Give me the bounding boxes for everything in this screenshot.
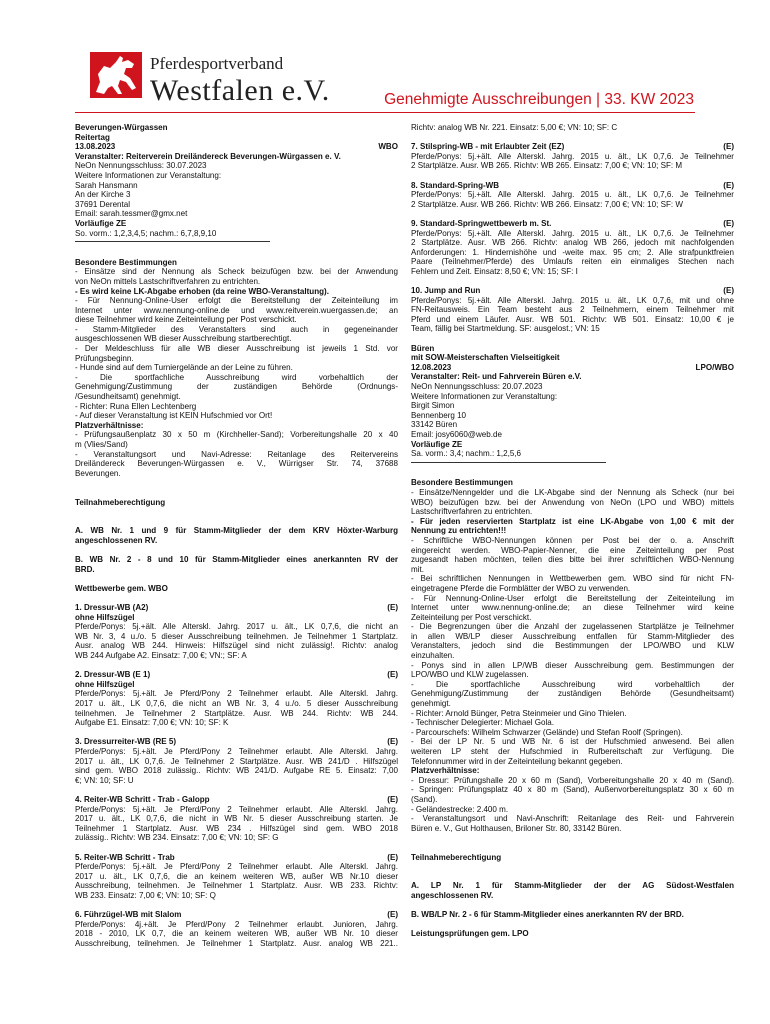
spacer	[411, 862, 734, 872]
heading-code: WBO	[378, 142, 398, 152]
text-line: Internet unter www.nennung-online.de; an diese Teilnehmer wird keine	[411, 603, 734, 613]
spacer	[75, 478, 398, 488]
text-line: Ausr. analog WB 244. Hinweis: Hilfszügel sind nicht zulässig!. Richtv: analog	[75, 641, 398, 651]
text-line: 2017 u. ält., LK 0,7,6, die an keinem weiteren WB, außer WB Nr.10 dieser	[75, 871, 398, 881]
heading-line	[75, 853, 398, 863]
bold-text-line: Platzverhältnisse:	[75, 420, 144, 430]
text-line: Ausschreibung, teilnehmen. Je Teilnehmer 1 Startplatz. Ausr. analog WB 221..	[75, 938, 398, 948]
text-line: - Veranstaltungsort und Navi-Anschrift: Reitanlage des Reit- und Fahrverein	[411, 814, 734, 824]
text-line: Lastschriftverfahren zu entrichten.	[411, 507, 533, 517]
heading-line	[75, 142, 398, 152]
spacer	[75, 728, 398, 738]
text-line: 2 Startplätze. Ausr. WB 266. Richtv: analog WB 266, jedoch mit nachfolgenden	[411, 238, 734, 248]
spacer	[411, 901, 734, 911]
text-line: - Bei der LP Nr. 5 und WB Nr. 6 ist der Hufschmied anwesend. Bei allen	[411, 737, 734, 747]
text-line: Fehlern und Zeit. Einsatz: 8,50 €; VN: 15; SF: I	[411, 266, 578, 276]
bold-text-line: Teilnahmeberechtigung	[75, 497, 166, 507]
heading-text: 7. Stilspring-WB - mit Erlaubter Zeit (EZ)	[411, 142, 565, 152]
text-line: Aufgabe E1. Einsatz: 7,00 €; VN: 10; SF: K	[75, 718, 229, 728]
text-line: in allen WB/LP dieser Ausschreibung entfallen für Stamm-Mitglieder des	[411, 631, 734, 641]
logo-line1: Pferdesportverband	[150, 54, 284, 73]
text-line: An der Kirche 3	[75, 190, 131, 200]
bold-text-line: Beverungen-Würgassen	[75, 123, 168, 132]
text-line: Dreiländereck Beverungen-Würgassen e. V., Würrigser Str. 74, 37688	[75, 459, 398, 469]
text-line: diese Teilnehmer wird keine Zeiteinteilung per Post verschickt.	[75, 315, 297, 325]
heading-text: 3. Dressurreiter-WB (RE 5)	[75, 737, 177, 747]
spacer	[411, 171, 734, 181]
text-line: Anforderungen: 1. Hindernishöhe und -weite max. 95 cm; 2. Alle strafpunktfreien	[411, 247, 734, 257]
text-line: m (Vlies/Sand)	[75, 440, 128, 449]
heading-line	[75, 795, 398, 805]
text-line: - Technischer Delegierter: Michael Gola.	[411, 718, 554, 728]
text-line: - Für Nennung-Online-User erfolgt die Bereitstellung der Zeiteinteilung im	[411, 593, 734, 603]
text-line: Paare (Teilnehmer/Pferde) des Umlaufs reiten ein einmaliges Stechen nach	[411, 257, 734, 267]
heading-line	[75, 603, 398, 613]
bold-text-line: mit SOW-Meisterschaften Vielseitigkeit	[411, 353, 560, 363]
bold-text-line: Besondere Bestimmungen	[75, 257, 177, 267]
text-line: Sa. vorm.: 3,4; nachm.: 1,2,5,6	[411, 449, 522, 459]
text-line: - Dressur: Prüfungshalle 20 x 60 m (Sand), Vorbereitungshalle 20 x 40 m (Sand).	[411, 775, 734, 785]
bold-text-line: Leistungsprüfungen gem. LPO	[411, 929, 529, 939]
text-line: - Die sportfachliche Ausschreibung wird vorbehaltlich der	[75, 372, 398, 382]
spacer	[411, 469, 734, 479]
text-line: 2 Startplätze. Ausr. WB 266. Richtv: WB 266. Einsatz: 7,00 €; VN: 10; SF: W	[411, 199, 683, 209]
text-line: WB 244 Aufgabe A2. Einsatz: 7,00 €; VN:; SF: A	[75, 651, 247, 661]
bold-text-line: - Es wird keine LK-Abgabe erhoben (da reine WBO-Veranstaltung).	[75, 286, 329, 296]
heading-code: LPO/WBO	[695, 362, 734, 372]
text-line: Beverungen.	[75, 468, 121, 478]
spacer	[75, 517, 398, 527]
text-line: - Richter: Arnold Bünger, Petra Steinmeier und Gino Thielen.	[411, 708, 627, 718]
bold-text-line: Veranstalter: Reit- und Fahrverein Büren e.V.	[411, 372, 582, 382]
text-line: einzuhalten.	[411, 651, 455, 661]
heading-code: (E)	[723, 180, 734, 190]
text-line: WB 233. Einsatz: 7,00 €; VN: 10; SF: Q	[75, 890, 216, 900]
heading-line	[411, 142, 734, 152]
text-line: eingereicht werden. WBO-Papier-Nenner, die eine Zeiteinteilung per Post	[411, 545, 734, 555]
text-line: /Gesundheitsamt) genehmigt.	[75, 392, 181, 402]
right-column	[411, 123, 734, 939]
text-line: Veranstalters, jedoch sind die Bestimmungen der LPO/WBO und KLW	[411, 641, 734, 651]
heading-text: 10. Jump and Run	[411, 286, 481, 296]
text-line: ausgeschlossenen WB dieser Ausschreibung startberechtigt.	[75, 334, 292, 344]
spacer	[75, 507, 398, 517]
spacer	[411, 209, 734, 219]
text-line: - Parcourschefs: Wilhelm Schwarzer (Gelände) und Stefan Roolf (Springen).	[411, 727, 683, 737]
bold-text-line: B. WB/LP Nr. 2 - 6 für Stamm-Mitglieder eines anerkannten RV der BRD.	[411, 910, 684, 920]
text-line: - Richter: Runa Ellen Lechtenberg	[75, 401, 197, 411]
text-line: 2018 - 2010, LK 0,7, die an keinem weiteren WB, außer WB Nr. 10 dieser	[75, 929, 398, 939]
text-line: €; VN: 10; SF: U	[75, 775, 134, 785]
text-line: - Schriftliche WBO-Nennungen können per Post bei der o. a. Anschrift	[411, 535, 734, 545]
heading-line	[75, 670, 398, 680]
text-line: - Bei schriftlichen Nennungen in Wettbewerben gem. WBO sind für nicht FN-	[411, 574, 734, 584]
heading-line	[411, 219, 734, 229]
text-line: Pferde/Ponys: 5j.+ält. Je Pferd/Pony 2 Teilnehmer erlaubt. Alle Alterskl. Jahrg.	[75, 804, 398, 814]
heading-line	[75, 737, 398, 747]
text-line: Bennenberg 10	[411, 410, 467, 420]
spacer	[411, 277, 734, 287]
bold-text-line: - Für jeden reservierten Startplatz ist eine LK-Abgabe von 1,00 € mit der	[411, 516, 734, 526]
heading-code: (E)	[723, 218, 734, 228]
text-line: - Die sportfachliche Ausschreibung wird vorbehaltlich der	[411, 679, 734, 689]
text-line: 37691 Derental	[75, 199, 131, 209]
spacer	[75, 574, 398, 584]
spacer	[75, 248, 398, 258]
heading-text: 6. Führzügel-WB mit Slalom	[75, 910, 182, 920]
text-line: Pferde/Ponys: 5j.+ält. Je Pferd/Pony 2 Teilnehmer erlaubt. Alle Alterskl. Jahrg.	[75, 689, 398, 699]
heading-line	[411, 363, 734, 373]
bold-text-line: A. WB Nr. 1 und 9 für Stamm-Mitglieder der dem KRV Höxter-Warburg	[75, 526, 398, 536]
spacer	[75, 901, 398, 911]
bold-text-line: angeschlossenen RV.	[411, 890, 494, 900]
bold-text-line: Reitertag	[75, 132, 110, 142]
text-line: WB Nr. 3, 4 u./o. 5 dieser Ausschreibung teilnehmen. Je Teilnehmer 1 Startplatz.	[75, 631, 398, 641]
text-line: Team, fällig bei Startmeldung. SF: ausgelost.; VN: 15	[411, 324, 600, 334]
bold-text-line: Vorläufige ZE	[75, 218, 127, 228]
text-line: Pferde/Ponys: 5j.+ält. Alle Alterskl. Jahrg. 2015 u. ält., LK 0,7,6. Je Teilnehmer	[411, 228, 734, 238]
section-divider	[75, 241, 270, 242]
spacer	[75, 843, 398, 853]
spacer	[75, 488, 398, 498]
heading-text: 8. Standard-Spring-WB	[411, 180, 500, 190]
logo	[90, 52, 330, 112]
bold-text-line: angeschlossenen RV.	[75, 535, 158, 545]
text-line: - Der Meldeschluss für alle WB dieser Ausschreibung ist jeweils 1 Std. vor	[75, 344, 398, 354]
text-line: - Prüfungsaußenplatz 30 x 50 m (Kirchheller-Sand); Vorbereitungshalle 20 x 40	[75, 430, 398, 440]
text-line: Richtv: analog WB Nr. 221. Einsatz: 5,00 €; VN: 10; SF: C	[411, 123, 618, 132]
spacer	[411, 872, 734, 882]
spacer	[75, 661, 398, 671]
left-column	[75, 123, 398, 948]
text-line: Weitere Informationen zur Veranstaltung:	[411, 391, 558, 401]
text-line: sind gem. WBO 2018 zulässig.. Richtv: WB 241/D. Aufgabe RE 5. Einsatz: 7,00	[75, 766, 398, 776]
text-line: (Sand).	[411, 794, 438, 804]
heading-text: 9. Standard-Springwettbewerb m. St.	[411, 218, 552, 228]
text-line: 33142 Büren	[411, 420, 458, 430]
heading-code: (E)	[387, 794, 398, 804]
page-title: Genehmigte Ausschreibungen | 33. KW 2023	[384, 91, 694, 108]
text-line: von NeOn mittels Lastschriftverfahren zu entrichten.	[75, 276, 261, 286]
text-line: - Einsätze/Nenngelder und die LK-Abgabe sind der Nennung als Scheck (nur bei	[411, 487, 734, 497]
heading-text: 12.08.2023	[411, 362, 452, 372]
text-line: FN-Reitausweis. Ein Team besteht aus 2 Teilnehmern, einem Teilnehmer mit	[411, 305, 734, 315]
text-line: - Hunde sind auf dem Turniergelände an der Leine zu führen.	[75, 363, 293, 373]
text-line: - Für Nennung-Online-User erfolgt die Bereitstellung der Zeiteinteilung im	[75, 296, 398, 306]
text-line: LPO/WBO und KLW zugelassen.	[411, 670, 529, 680]
heading-code: (E)	[723, 286, 734, 296]
text-line: Pferde/Ponys: 5j.+ält. Je Pferd/Pony 2 Teilnehmer erlaubt. Alle Alterskl. Jahrg.	[75, 862, 398, 872]
bold-text-line: Nennung zu entrichten!!!	[411, 526, 507, 536]
text-line: 2 Startplätze. Ausr. WB 265. Richtv: WB 265. Einsatz: 7,00 €; VN: 10; SF: M	[411, 161, 683, 171]
text-line: Pferde/Ponys: 5j.+ält. Alle Alterskl. Jahrg. 2015 u. ält., LK 0,7,6. Je Teilnehmer	[411, 151, 734, 161]
text-line: Sarah Hansmann	[75, 180, 138, 190]
heading-code: (E)	[723, 142, 734, 152]
spacer	[411, 833, 734, 843]
bold-text-line: Vorläufige ZE	[411, 439, 463, 449]
text-line: zulässig.. Richtv: WB 234. Einsatz: 7,00 €; VN: 10; SF: G	[75, 833, 279, 843]
bold-text-line: BRD.	[75, 564, 95, 574]
bold-text-line: B. WB Nr. 2 - 8 und 10 für Stamm-Mitglieder eines anerkannten RV der	[75, 555, 398, 565]
text-line: - Ponys sind in allen LP/WB dieser Ausschreibung gem. Bestimmungen der	[411, 660, 734, 670]
text-line: weiteren LP steht der Hufschmied in Rufbereitschaft zur Verfügung. Die	[411, 747, 734, 756]
bold-text-line: Teilnahmeberechtigung	[411, 852, 502, 862]
text-line: 2017 u. ält., LK 0,7,6, die nicht an WB Nr. 3, 4 u./o. 5 dieser Ausschreibung	[75, 699, 398, 709]
text-line: Pferd und einem Läufer. Ausr. WB 501. Richtv: WB 501. Einsatz: 10,00 € je	[411, 314, 734, 324]
text-line: Pferde/Ponys: 4j.+ält. Je Pferd/Pony 2 Teilnehmer erlaubt. Junioren, Jahrg.	[75, 919, 398, 929]
text-line: Weitere Informationen zur Veranstaltung:	[75, 170, 222, 180]
bold-text-line: ohne Hilfszügel	[75, 679, 135, 689]
text-line: - Geländestrecke: 2.400 m.	[411, 804, 509, 814]
heading-line	[411, 181, 734, 191]
text-line: NeOn Nennungsschluss: 30.07.2023	[75, 161, 207, 171]
heading-line	[411, 286, 734, 296]
heading-text: 5. Reiter-WB Schritt - Trab	[75, 852, 175, 862]
text-line: - Einsätze sind der Nennung als Scheck beizufügen bzw. bei der Anwendung	[75, 267, 398, 277]
text-line: Pferde/Ponys: 5j.+ält. Alle Alterskl. Jahrg. 2015 u. ält., LK 0,7,6. Je Teilnehmer	[411, 190, 734, 200]
spacer	[75, 785, 398, 795]
heading-code: (E)	[387, 910, 398, 920]
text-line: - Stamm-Mitglieder des Veranstalters sind auch in gegeneinander	[75, 324, 398, 334]
text-line: Internet unter www.nennung-online.de und www.reitverein.wuergassen.de; an	[75, 305, 398, 315]
text-line: NeOn Nennungsschluss: 20.07.2023	[411, 382, 543, 392]
text-line: zugesandt haben möchten, teilen dies bitte bei ihrer schriftlichen WBO-Nennung	[411, 555, 734, 565]
text-line: Pferde/Ponys: 5j.+ält. Alle Alterskl. Jahrg. 2015 u. ält., LK 0,7,6, mit und ohne	[411, 295, 734, 305]
bold-text-line: Büren	[411, 343, 435, 353]
spacer	[75, 546, 398, 556]
text-line: Genehmigung/Zustimmung der zuständigen Behörde (Ordnungs-	[75, 382, 398, 392]
bold-text-line: Platzverhältnisse:	[411, 766, 480, 776]
bold-text-line: Besondere Bestimmungen	[411, 478, 513, 488]
text-line: 2017 u. ält., LK 0,7,6. Je Teilnehmer 2 Startplätze. Ausr. WB 241/D . Hilfszügel	[75, 756, 398, 766]
text-line: Pferde/Ponys: 5j.+ält. Je Pferd/Pony 2 Teilnehmer erlaubt. Alle Alterskl. Jahrg.	[75, 747, 398, 756]
text-line: Büren e. V., Gut Holthausen, Briloner Str. 80, 33142 Büren.	[411, 823, 622, 833]
text-line: Email: sarah.tessmer@gmx.net	[75, 209, 188, 219]
text-line: Genehmigung/Zustimmung der zuständigen Behörde (Gesundheitsamt)	[411, 689, 734, 699]
text-line: genehmigt.	[411, 699, 451, 709]
text-line: 2017 u. ält., LK 0,7,6, die nicht in WB Nr. 5 dieser Ausschreibung starten. Je	[75, 814, 398, 824]
spacer	[75, 594, 398, 604]
spacer	[411, 334, 734, 344]
heading-code: (E)	[387, 603, 398, 613]
text-line: Birgit Simon	[411, 401, 455, 411]
heading-text: 2. Dressur-WB (E 1)	[75, 670, 151, 680]
text-line: Teilnehmer 1 Startplatz. Ausr. WB 234 . Hilfszügel sind gem. WBO 2018	[75, 823, 398, 833]
text-line: Prüfungsbeginn.	[75, 353, 134, 363]
heading-code: (E)	[387, 737, 398, 747]
text-line: WBO) beizufügen bzw. bei der Anwendung von NeOn (LPO und WBO) mittels	[411, 497, 734, 507]
horse-logo-icon	[90, 52, 142, 98]
text-line: eingetragene Pferde die Formblätter der WBO zu verwenden.	[411, 583, 631, 593]
text-line: Ausschreibung, teilnehmen. Je Teilnehmer 1 Startplatz. Ausr. WB 233. Richtv:	[75, 881, 398, 891]
bold-text-line: Veranstalter: Reiterverein Dreiländereck Beverungen-Würgassen e. V.	[75, 151, 341, 161]
logo-line2: Westfalen e.V.	[150, 74, 330, 107]
text-line: Pferde/Ponys: 5j.+ält. Alle Alterskl. Jahrg. 2017 u. ält., LK 0,7,6, die nicht an	[75, 622, 398, 632]
text-line: Email: josy6060@web.de	[411, 430, 502, 439]
heading-code: (E)	[387, 852, 398, 862]
heading-code: (E)	[387, 670, 398, 680]
text-line: - Die Begrenzungen über die Anzahl der zugelassenen Startplätze je Teilnehmer	[411, 622, 734, 632]
section-divider	[411, 462, 606, 463]
heading-text: 1. Dressur-WB (A2)	[75, 603, 149, 613]
text-line: - Springen: Prüfungsplatz 40 x 80 m (Sand), Außenvorbereitungsplatz 30 x 60 m	[411, 785, 734, 795]
text-line: So. vorm.: 1,2,3,4,5; nachm.: 6,7,8,9,10	[75, 228, 217, 238]
bold-text-line: A. LP Nr. 1 für Stamm-Mitglieder der der AG Südost-Westfalen	[411, 881, 734, 891]
text-line: mit.	[411, 564, 424, 574]
text-line: - Auf dieser Veranstaltung ist KEIN Hufschmied vor Ort!	[75, 411, 273, 421]
header-rule	[75, 112, 695, 113]
heading-text: 13.08.2023	[75, 142, 116, 152]
text-line: Zeiteinteilung per Post verschickt.	[411, 612, 532, 622]
spacer	[411, 920, 734, 930]
spacer	[411, 843, 734, 853]
text-line: - Veranstaltungsort und Navi-Adresse: Reitanlage des Reitervereins	[75, 449, 398, 459]
spacer	[411, 133, 734, 143]
text-line: teilnehmen. Je Teilnehmer 2 Startplätze. Ausr. WB 244. Richtv: WB 244.	[75, 708, 398, 718]
bold-text-line: Wettbewerbe gem. WBO	[75, 583, 168, 593]
text-line: Telefonnummer wird in der Zeiteinteilung bekannt gegeben.	[411, 756, 623, 766]
bold-text-line: ohne Hilfszügel	[75, 612, 135, 622]
heading-text: 4. Reiter-WB Schritt - Trab - Galopp	[75, 794, 210, 804]
heading-line	[75, 910, 398, 920]
